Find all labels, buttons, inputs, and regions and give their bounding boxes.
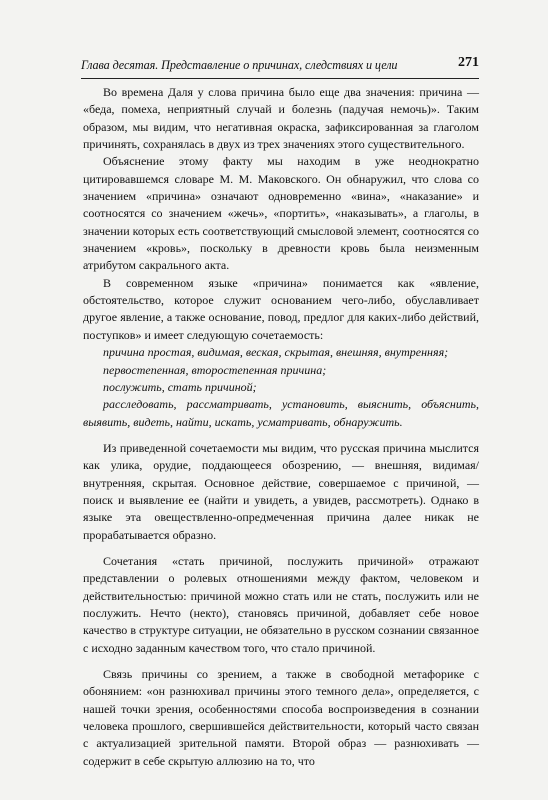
chapter-title: Глава десятая. Представление о причинах, следствиях и цели [81, 58, 398, 72]
collocation-example: причина простая, видимая, веская, скрытая, внешняя, внутренняя; [103, 345, 449, 360]
paragraph: Объяснение этому факту мы находим в уже неоднократно цитировавшемся словаре М. М. Маковского. Он обнаружил, что слова со значением «причина» означают одновременно «вина», «наказание» и соотносятся со значением «жечь», «портить», «наказывать», а глаголы, в значении которых есть соответствующий смысловой элемент, соотносятся со значением «кровь», поскольку в древности кровь была неизменным атрибутом сакрального акта. [83, 154, 479, 273]
collocation-example: послужить, стать причиной; [103, 379, 257, 394]
running-header [81, 56, 479, 79]
paragraph: Сочетания «стать причиной, послужить причиной» отражают представлении о ролевых отношениями между фактом, человеком и действительностью: причиной можно стать или не стать, послужить или не послужить. Нечто (некто), становясь причиной, добавляет себе новое качество в структуре ситуации, не обязательно в русском сознании связанное с исходно заданным качеством того, что стало причиной. [83, 553, 479, 655]
page-body [83, 84, 479, 770]
paragraph: В современном языке «причина» понимается как «явление, обстоятельство, которое служит основанием чего-либо, обуславливает другое явление, а также основание, повод, предлог для каких-либо действий, поступков» и имеет следующую сочетаемость: [83, 275, 479, 342]
paragraph: Связь причины со зрением, а также в свободной метафорике с обонянием: «он разнюхивал причины этого темного дела», определяется, с нашей точки зрения, особенностями способа воспроизведения в сознании человека прошлого, свершившейся действительности, который часто связан с актуализацией зрительной памяти. Второй образ — разнюхивать — содержит в себе скрытую аллюзию на то, что [83, 667, 479, 768]
paragraph: Во времена Даля у слова причина было еще два значения: причина — «беда, помеха, неприятный случай и болезнь (падучая немочь)». Таким образом, мы видим, что негативная окраска, зафиксированная за глаголом причинять, сохранялась в двух из трех значениях этого существительного. [83, 85, 479, 152]
page-number: 271 [458, 55, 479, 70]
collocation-example: первостепенная, второстепенная причина; [103, 362, 327, 377]
collocation-example: расследовать, рассматривать, установить, выяснить, объяснить, выявить, видеть, найти, искать, усматривать, обнаружить. [83, 397, 479, 429]
paragraph: Из приведенной сочетаемости мы видим, что русская причина мыслится как улика, орудие, поддающееся обозрению, — внешняя, видимая/внутренняя, скрытая. Основное действие, совершаемое с причиной, — поиск и выявление ее (найти и увидеть, а увидев, рассмотреть). Однако в языке эта овеществленно-опредмеченная причина далее никак не прорабатывается образно. [83, 440, 479, 542]
